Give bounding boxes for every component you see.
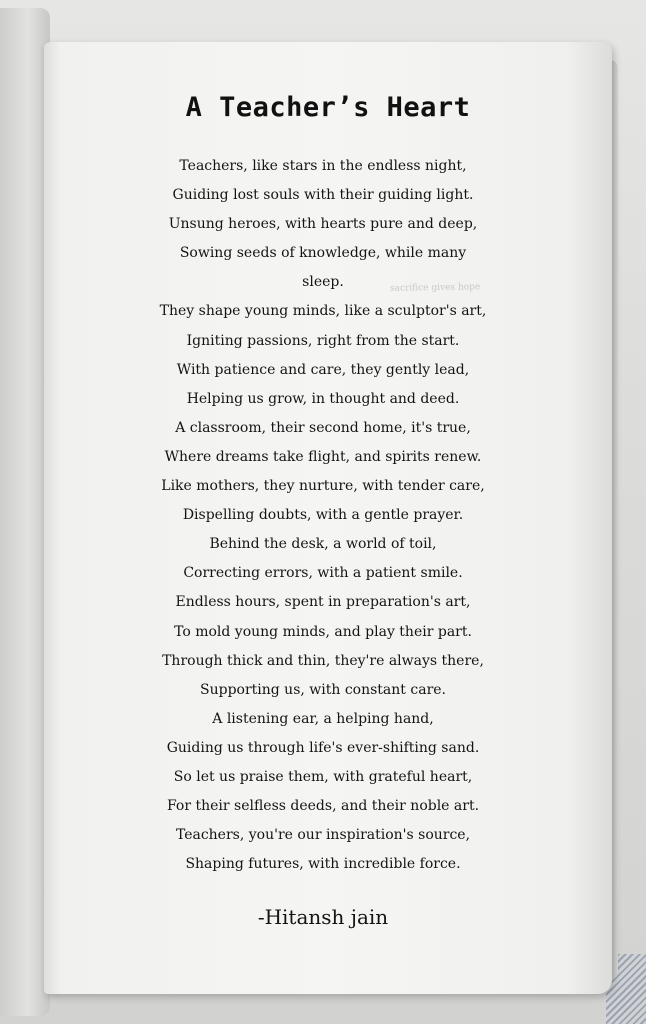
poem-line: Shaping futures, with incredible force. <box>185 856 461 873</box>
poem-body <box>44 152 602 879</box>
poem-line: So let us praise them, with grateful heart, <box>173 768 473 785</box>
poem-line: With patience and care, they gently lead, <box>176 361 470 378</box>
poem-line: Guiding us through life's ever-shifting sand. <box>166 739 480 756</box>
poem-line: To mold young minds, and play their part. <box>174 623 472 640</box>
poem-line: Igniting passions, right from the start. <box>186 332 460 349</box>
poem-line: Behind the desk, a world of toil, <box>209 536 437 553</box>
poem-line: Guiding lost souls with their guiding light. <box>172 187 474 204</box>
poem-line: Supporting us, with constant care. <box>200 681 446 698</box>
show-through-text: sacrifice gives hope <box>389 282 481 294</box>
poem-line: A listening ear, a helping hand, <box>212 710 434 727</box>
poem-author: -Hitansh jain <box>257 905 389 929</box>
left-page-edge <box>0 8 50 1016</box>
poem-line: Endless hours, spent in preparation's art, <box>175 594 471 611</box>
poem-line: sleep. <box>302 274 344 291</box>
poem-line: Sowing seeds of knowledge, while many <box>179 245 467 262</box>
poem-line: Helping us grow, in thought and deed. <box>186 390 460 407</box>
poem-line: Unsung heroes, with hearts pure and deep, <box>168 216 478 233</box>
poem-line: Where dreams take flight, and spirits renew. <box>164 448 482 465</box>
poem-line: Teachers, like stars in the endless night, <box>179 158 467 174</box>
poem-line: Teachers, you're our inspiration's source, <box>175 827 471 844</box>
poem-line: A classroom, their second home, it's true, <box>175 419 471 436</box>
poem-line: They shape young minds, like a sculptor's art, <box>159 303 487 320</box>
poem-title: A Teacher’s Heart <box>185 92 471 123</box>
poem-line: Like mothers, they nurture, with tender care, <box>161 478 485 495</box>
poem-line: Correcting errors, with a patient smile. <box>183 565 463 582</box>
poem-line: Dispelling doubts, with a gentle prayer. <box>182 507 464 524</box>
poem-line: Through thick and thin, they're always there, <box>162 652 484 669</box>
poem-line: For their selfless deeds, and their noble art. <box>166 798 480 815</box>
